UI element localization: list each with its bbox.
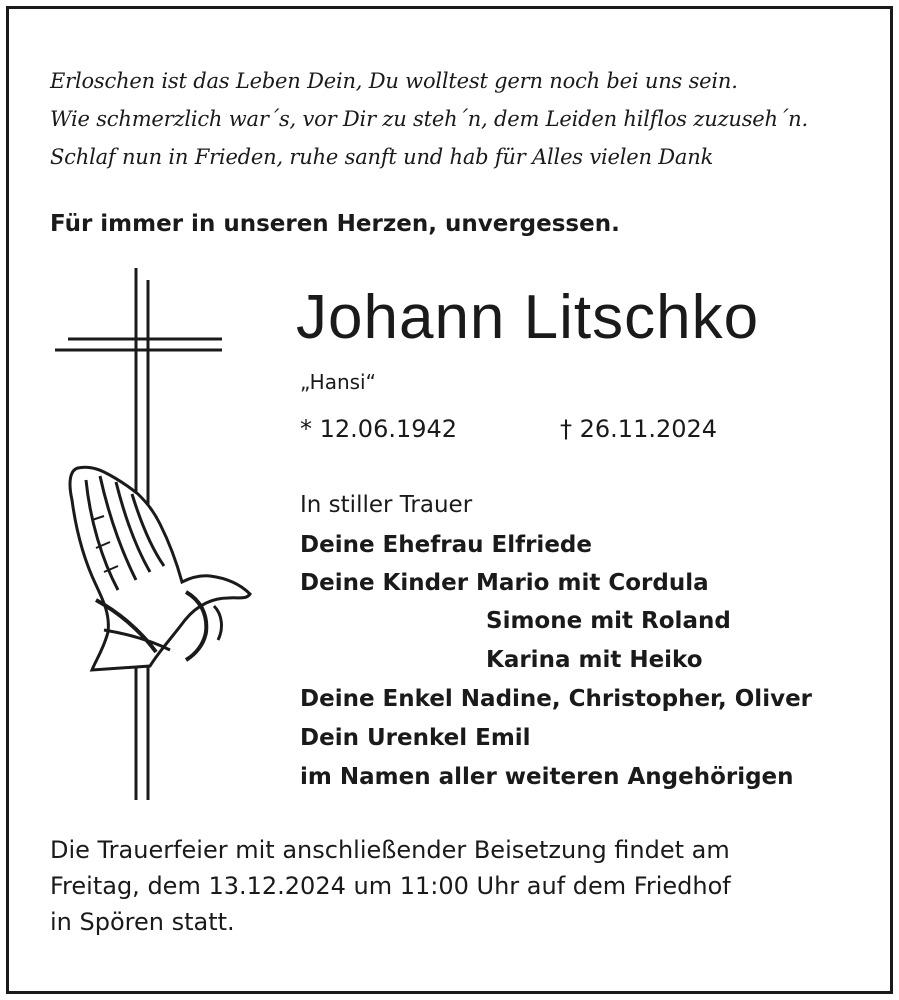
poem-line: Erloschen ist das Leben Dein, Du wolltest gern noch bei uns sein. — [50, 69, 738, 93]
cross-icon — [0, 0, 260, 820]
birth-date: * 12.06.1942 — [300, 415, 458, 443]
funeral-info-line: Die Trauerfeier mit anschließender Beisetzung findet am — [50, 836, 730, 864]
poem-line: Wie schmerzlich war´s, vor Dir zu steh´n, dem Leiden hilflos zuzuseh´n. — [50, 107, 808, 131]
family-great-grandchild: Dein Urenkel Emil — [300, 725, 531, 751]
mourning-intro: In stiller Trauer — [300, 492, 473, 518]
funeral-info-line: Freitag, dem 13.12.2024 um 11:00 Uhr auf dem Friedhof — [50, 872, 731, 900]
family-children: Karina mit Heiko — [486, 647, 703, 673]
deceased-nickname: „Hansi“ — [300, 370, 376, 394]
motto: Für immer in unseren Herzen, unvergessen. — [50, 211, 620, 237]
family-spouse: Deine Ehefrau Elfriede — [300, 532, 592, 558]
funeral-info-line: in Spören statt. — [50, 908, 235, 936]
deceased-name: Johann Litschko — [296, 283, 760, 352]
funeral-info — [50, 832, 870, 940]
death-date: † 26.11.2024 — [560, 415, 718, 443]
family-children: Simone mit Roland — [486, 608, 731, 634]
family-children: Deine Kinder Mario mit Cordula — [300, 570, 709, 596]
poem-line: Schlaf nun in Frieden, ruhe sanft und hab für Alles vielen Dank — [50, 145, 714, 169]
praying-hands-icon — [70, 467, 250, 670]
family-others: im Namen aller weiteren Angehörigen — [300, 764, 794, 790]
family-grandchildren: Deine Enkel Nadine, Christopher, Oliver — [300, 686, 813, 712]
